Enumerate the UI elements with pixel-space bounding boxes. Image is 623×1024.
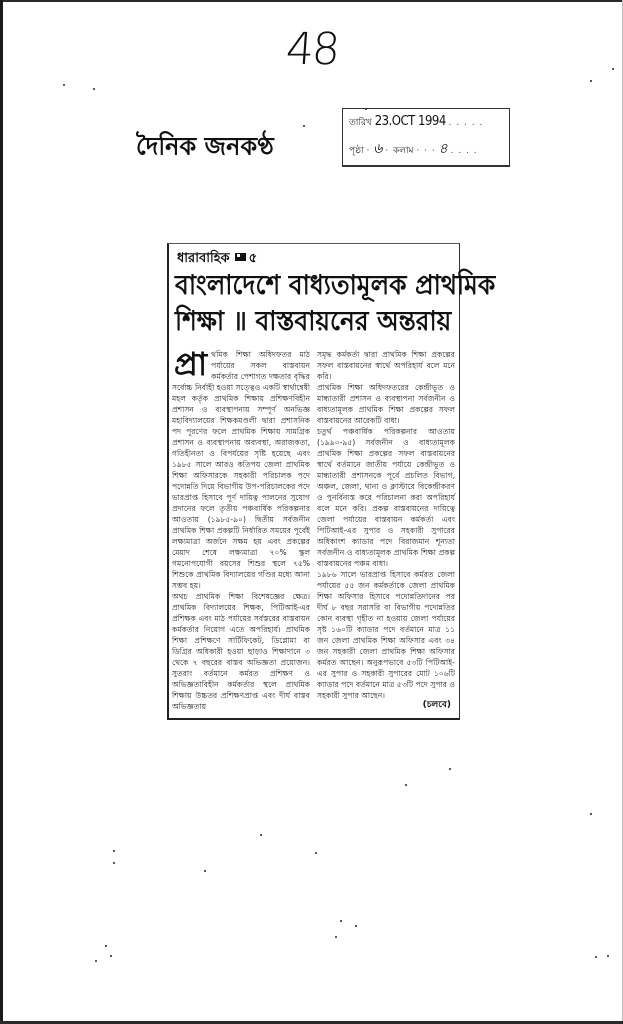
stamp-date-row	[349, 114, 483, 130]
newspaper-clipping	[167, 243, 496, 720]
series-marker-icon	[235, 253, 246, 261]
scan-speck	[93, 88, 95, 90]
series-label-text: ধারাবাহিক	[177, 251, 230, 266]
scan-speck	[260, 834, 262, 836]
stamp-date-value: 23.OCT 1994	[374, 114, 446, 129]
handwritten-page-number: 48	[284, 24, 340, 75]
paragraph: ১৯৮৬ সালে ভারপ্রাপ্ত হিসাবে কর্মরত জেলা পর্যায়ের ৫৫ জন কর্মকর্তাকে জেলা প্রাথমিক শিক্ষা অফিসার হিসাবে পদোন্নতিদানের পর দীর্ঘ ৮ বছর সরাসরি বা বিভাগীয় পদোন্নতির কোন ব্যবস্থা গৃহীত না হওয়ায় জেলা পর্যায়ের সৃষ্ট ১৬০টি ক্যাডার পদে বর্তমানে মাত্র ১১ জন জেলা প্রাথমিক শিক্ষা অফিসার এবং ৩৪ জন সহকারী জেলা প্রাথমিক শিক্ষা অফিসার কর্মরত আছেন। অনুরূপভাবে ৫৩টি পিটিআই-এর সুপার ও সহকারী সুপারের মোট ১০৬টি ক্যাডার পদে বর্তমানে মাত্র ৫৩টি পদে সুপার ও সহকারী সুপার আছেন।	[317, 570, 455, 700]
paragraph: সমৃদ্ধ কর্মকর্তা দ্বারা প্রাথমিক শিক্ষা প্রকল্পের সফল বাস্তবায়নের স্বার্থে অপরিহার্য বলে মনে করি।	[317, 350, 455, 381]
stamp-dots: . . . . .	[448, 118, 484, 128]
stamp-page-value: ৬	[373, 141, 383, 157]
stamp-column-value: ৪	[438, 141, 448, 157]
scan-speck	[95, 960, 97, 962]
scan-speck	[204, 870, 206, 872]
scan-speck	[113, 850, 115, 852]
stamp-dots: · · ·	[416, 146, 436, 156]
stamp-dots: ·	[366, 146, 371, 156]
scan-speck	[365, 108, 367, 110]
stamp-column-label: কলাম	[392, 146, 414, 156]
newspaper-masthead: দৈনিক জনকণ্ঠ	[136, 131, 274, 161]
scan-speck	[303, 125, 305, 127]
scan-speck	[63, 84, 65, 86]
article-headline	[175, 268, 496, 340]
scan-speck	[340, 920, 342, 922]
scan-speck	[595, 956, 597, 958]
article-column-1	[172, 345, 310, 712]
paragraph-text: থমিক শিক্ষা অধিদফতর মাঠ পর্যায়ের সকল বাস্তবায়ন কর্মকর্তার পেশাগত দক্ষতার বৃদ্ধির সর্বোচ্চ নির্বাহী হওয়া সত্ত্বেও একটি স্বার্থান্বেষী মহল কর্তৃক প্রাথমিক শিক্ষায় প্রশিক্ষণবিহীন প্রশাসন ও ব্যবস্থাপনায় সম্পূর্ণ অনভিজ্ঞ মহাবিদ্যালয়ের শিক্ষকমণ্ডলী দ্বারা প্রশাসনিক পদ পূরণের ফলে প্রাথমিক শিক্ষায় সামগ্রিক প্রশাসন ও ব্যবস্থাপনায় অব্যবস্থা, অরাজকতা, গতিহীনতা ও বিপর্যয়ের সৃষ্টি হয়েছে এবং ১৯৮৫ সালে আরও কতিপয় জেলা প্রাথমিক শিক্ষা অফিসারকে সহকারী পরিচালক পদে পদোন্নতি দিয়ে বিভাগীয় উপ-পরিচালকের পদে ভারপ্রাপ্ত হিসাবে পূর্ণ দায়িত্ব পালনের সুযোগ প্রদানের ফলে তৃতীয় পঞ্চবার্ষিক পরিকল্পনার আওতায় (১৯৮৫-৯০) দ্বিতীয় সর্বজনীন প্রাথমিক শিক্ষা প্রকল্পটি নির্ধারিত সময়ের পূর্বেই লক্ষ্যমাত্রা অর্জনে সক্ষম হয় এবং প্রকল্পের মেয়াদ শেষে লক্ষ্যমাত্রা ৭০% স্কুল গমনোপযোগী বয়সের শিশুর স্থলে ৭৫% শিশুকে প্রাথমিক বিদ্যালয়ের গণ্ডির মধ্যে আনা সম্ভব হয়।	[172, 350, 310, 590]
scan-speck	[405, 784, 407, 786]
scan-speck	[113, 862, 115, 864]
scan-edge-top	[0, 0, 623, 2]
headline-line-1: বাংলাদেশে বাধ্যতামূলক প্রাথমিক	[175, 270, 496, 301]
paragraph: প্রাথমিক শিক্ষা অধিদফতরের কেন্দ্রীভূত ও মান্ধাতারী প্রশাসন ও ব্যবস্থাপনা সর্বজনীন ও বাধ্যতামূলক প্রাথমিক শিক্ষা প্রকল্পের সফল বাস্তবায়নের আরেকটি বাধা।	[317, 383, 455, 425]
article-column-2	[317, 349, 455, 701]
headline-line-2: শিক্ষা ॥ বাস্তবায়নের অন্তরায়	[175, 306, 452, 337]
stamp-dots: ·	[385, 146, 393, 156]
archive-date-stamp	[342, 108, 510, 167]
stamp-page-row	[349, 137, 478, 161]
scan-speck	[612, 68, 614, 70]
scan-speck	[355, 925, 357, 927]
scan-speck	[590, 80, 592, 82]
paragraph: চতুর্থ পঞ্চবার্ষিক পরিকল্পনার আওতায় (১৯৯০-৯৫) সর্বজনীন ও বাধ্যতামূলক প্রাথমিক শিক্ষা প্রকল্পের সফল বাস্তবায়নের স্বার্থে বর্তমানে জাতীয় পর্যায়ে কেন্দ্রীভূত ও মান্ধাতারী প্রশাসনকে পূর্বে প্রচলিত বিভাগ, অঞ্চল, জেলা, থানা ও ক্লাস্টারে বিকেন্দ্রীকরণ ও পুনর্বিন্যস্ত করে পরিচালনা করা অপরিহার্য বলে মনে করি। প্রকল্প বাস্তবায়নের দায়িত্বে জেলা পর্যায়ের বাস্তবায়ন কর্মকর্তা এবং পিটিআই-এর সুপার ও সহকারী সুপারের অধিকাংশ ক্যাডার পদে বিরাজমান শূন্যতা সর্বজনীন ও বাধ্যতামূলক প্রাথমিক শিক্ষা প্রকল্প বাস্তবায়নের পঞ্চম বাধা।	[317, 427, 455, 568]
scan-edge-left	[0, 0, 3, 1024]
series-number: ৫	[248, 251, 258, 266]
scan-speck	[105, 945, 107, 947]
series-label	[177, 249, 257, 270]
drop-cap: প্রা	[174, 345, 208, 383]
paragraph: অথচ প্রাথমিক শিক্ষা বিশেষজ্ঞের ক্ষেত্র। প্রাথমিক বিদ্যালয়ের শিক্ষক, পিটিআই-এর প্রশিক্ষক এবং মাঠ পর্যায়ের সর্বস্তরের বাস্তবায়ন কর্মকর্তার নিয়োগ এতে অপরিহার্য। প্রাথমিক শিক্ষা প্রশিক্ষণে সার্টিফিকেট, ডিপ্লোমা বা ডিগ্রির অধিকারী হওয়া ছাড়াও শিক্ষাদানে ৩ থেকে ৭ বছরের বাস্তব অভিজ্ঞতা প্রয়োজন। সুতরাং বর্তমানে কর্মরত প্রশিক্ষণ ও অভিজ্ঞতাবিহীন কর্মকর্তার স্থলে প্রাথমিক শিক্ষায় উচ্চতর প্রশিক্ষণপ্রাপ্ত এবং দীর্ঘ বাস্তব অভিজ্ঞতায়	[172, 592, 310, 711]
scan-speck	[607, 955, 609, 957]
paragraph	[172, 345, 310, 591]
stamp-page-label: পৃষ্ঠা	[349, 146, 364, 156]
stamp-dots: . . . .	[450, 146, 478, 156]
scan-speck	[449, 768, 451, 770]
scan-speck	[315, 852, 317, 854]
continued-label: (চলবে)	[422, 700, 451, 710]
scan-speck	[335, 936, 337, 938]
scan-speck	[110, 955, 112, 957]
scan-speck	[590, 813, 592, 815]
stamp-date-label: তারিখ	[349, 118, 372, 128]
